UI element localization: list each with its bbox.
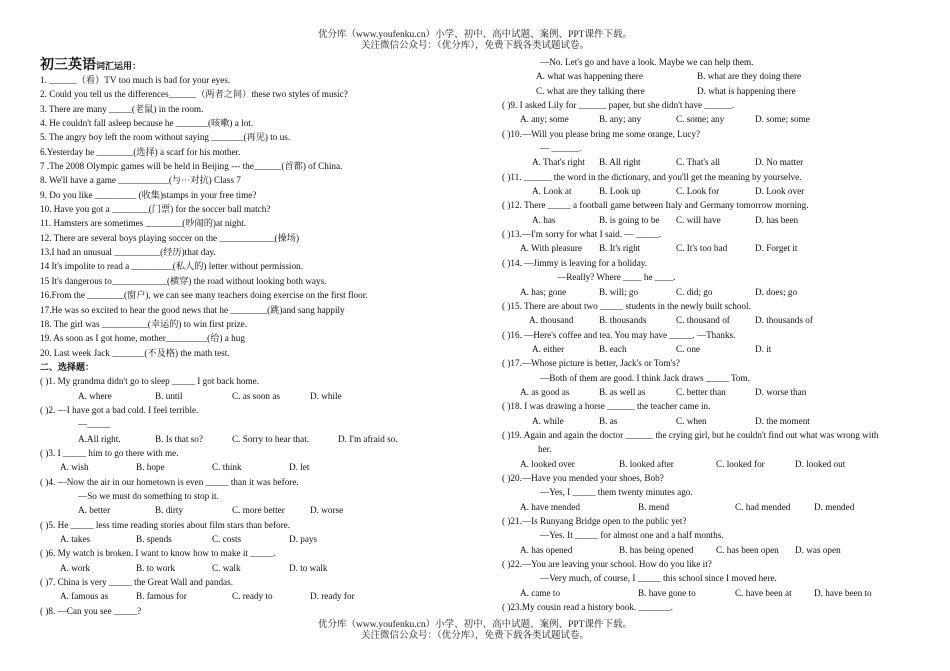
options-q10 (502, 155, 922, 169)
option-a: A. have mended (520, 501, 580, 512)
option-b: B. has being opened (619, 544, 694, 555)
question-20-reply: —Yes, I _____ them twenty minutes ago. (540, 487, 693, 498)
option-b: B. hope (136, 462, 165, 473)
option-b: B. All right (599, 157, 641, 168)
option-b: B. is going to be (599, 214, 660, 225)
question-14: ( )14. —Jimmy is leaving for a holiday. (502, 257, 648, 268)
option-b: B. Look up (599, 186, 641, 197)
option-c: C. looked for (716, 458, 765, 469)
vocab-item: 6.Yesterday he ________(选择) a scarf for his mother. (40, 146, 241, 157)
option-b: B. thousands (599, 315, 647, 326)
options-q17 (502, 385, 922, 399)
vocab-item: 17.He was so excited to hear the good news that he ________(跳)and sang happily (40, 304, 345, 315)
options-q6 (40, 561, 470, 575)
question-11: ( )11. ______ the word in the dictionary, and you'll get the meaning by yourselve. (502, 171, 802, 182)
option-a: A. has; gone (520, 286, 567, 297)
options-q4 (40, 503, 470, 517)
option-a: A. where (78, 390, 112, 401)
option-d: D. Look over (755, 186, 805, 197)
option-b: B. spends (136, 534, 172, 544)
options-q19 (502, 457, 922, 471)
options-q21 (502, 543, 922, 557)
option-b: B. famous for (136, 591, 187, 602)
question-22-reply: —Very much, of course, I _____ this school since I moved here. (540, 573, 777, 584)
option-b: B. will; go (599, 286, 639, 297)
options-q22 (502, 586, 922, 600)
vocab-item: 1. ______（看）TV too much is bad for your eyes. (40, 75, 231, 85)
question-16: ( )16. —Here's coffee and tea. You may have _____. —Thanks. (502, 329, 736, 340)
vocab-item: 4. He couldn't fall asleep because he _______(咳嗽) a lot. (40, 118, 254, 129)
option-a: A. came to (520, 587, 561, 598)
option-c: C. have been at (735, 587, 792, 598)
options-q20 (502, 500, 922, 514)
vocab-item: 18. The girl was __________(幸运的) to win first prize. (40, 318, 248, 329)
option-a: A. work (60, 562, 91, 573)
vocab-item: 2. Could you tell us the differences______（两者之间）these two styles of music? (40, 89, 348, 100)
option-a: A. famous as (60, 591, 109, 602)
options-q2 (40, 432, 470, 446)
option-b: B. It's right (599, 243, 641, 254)
option-b: B. to work (136, 562, 176, 573)
question-21-reply: —Yes. It _____ for almost one and a half months. (540, 530, 724, 541)
option-b: B. each (599, 343, 627, 354)
question-5: ( )5. He _____ less time reading stories about film stars than before. (40, 519, 291, 530)
option-b: B. as well as (599, 386, 646, 397)
options-q1 (40, 389, 470, 403)
option-d: D. was open (795, 544, 841, 555)
option-b: B. dirty (155, 505, 184, 516)
option-c: C. think (212, 462, 242, 473)
option-d: D. mended (814, 501, 855, 512)
option-a: A. With pleasure (520, 243, 582, 254)
option-b: B. any; any (599, 114, 642, 125)
option-a: A. That's right (532, 157, 585, 168)
question-19-cont: her. (538, 444, 552, 455)
header-line-1: 优分库（www.youfenku.cn）小学、初中、高中试题、案例、PPT课件下载。 (318, 30, 632, 40)
question-10: ( )10.—Will you please bring me some orange, Lucy? (502, 128, 701, 139)
header-line-2: 关注微信公众号：（优分库），免费下载各类试题试卷。 (360, 41, 589, 51)
option-d: D. I'm afraid so. (338, 433, 398, 444)
options-q8-row2 (502, 84, 922, 98)
question-15: ( )15. There are about two _____ students in the newly built school. (502, 300, 751, 311)
option-b: B. looked after (619, 458, 674, 469)
question-18: ( )18. I was drawing a horse ______ the teacher came in. (502, 401, 711, 412)
option-c: C. better than (676, 386, 726, 397)
options-q9 (502, 112, 922, 126)
question-3: ( )3. I _____ him to go there with me. (40, 447, 179, 458)
option-c: C. some; any (676, 114, 725, 125)
section-1-title (40, 55, 470, 73)
exam-title: 初三英语 (40, 56, 96, 72)
option-d: D. looked out (795, 458, 846, 469)
vocab-item: 12. There are several boys playing soccer on the ____________(操场) (40, 232, 300, 243)
option-c: C. one (676, 343, 700, 354)
footer-line-2: 关注微信公众号：（优分库），免费下载各类试题试卷。 (360, 631, 589, 641)
option-c: C. Look for (676, 186, 720, 197)
options-q18 (502, 414, 922, 428)
option-b: B. Is that so? (155, 433, 203, 444)
option-a: A. what was happening there (536, 71, 643, 82)
option-d: D. thousands of (755, 315, 813, 326)
options-q3 (40, 460, 470, 474)
options-q13 (502, 241, 922, 255)
footer-line-1: 优分库（www.youfenku.cn）小学、初中、高中试题、案例、PPT课件下载。 (318, 620, 632, 630)
option-b: B. until (155, 390, 183, 401)
question-17: ( )17.—Whose picture is better, Jack's or Tom's? (502, 358, 680, 369)
options-q5 (40, 532, 470, 546)
option-d: D. what is happening there (697, 85, 796, 96)
options-q11 (502, 184, 922, 198)
option-a: A. any; some (520, 114, 569, 125)
option-b: B. what are they doing there (697, 71, 802, 82)
question-4: ( )4. —Now the air in our hometown is even _____ than it was before. (40, 476, 299, 487)
vocab-list (40, 73, 470, 360)
option-d: D. while (310, 390, 342, 401)
option-d: D. worse (310, 505, 344, 516)
option-d: D. Forget it (755, 243, 798, 254)
options-q12 (502, 213, 922, 227)
options-q7 (40, 589, 470, 603)
option-a: A. Look at (532, 186, 572, 197)
page-header (0, 30, 950, 52)
question-6: ( )6. My watch is broken. I want to know how to make it _____. (40, 548, 276, 559)
option-d: D. No matter (755, 157, 804, 168)
section-1-heading: 词汇运用： (96, 61, 142, 71)
option-d: D. it (755, 343, 772, 354)
vocab-item: 14 It's impolite to read a _________(私人的) letter without permission. (40, 261, 303, 272)
vocab-item: 16.From the ________(窗户), we can see many teachers doing exercise on the first floor. (40, 290, 368, 301)
options-q8-row1 (502, 69, 922, 83)
option-b: B. mend (638, 501, 670, 512)
option-a: A. as good as (520, 386, 570, 397)
option-a: A. has opened (520, 544, 573, 555)
option-d: D. the moment (755, 415, 810, 426)
option-a: A.All right. (78, 433, 121, 444)
question-4-reply: —So we must do something to stop it. (78, 490, 219, 501)
option-d: D. have been to (814, 587, 872, 598)
options-q14 (502, 285, 922, 299)
question-8: ( )8. —Can you see _____? (40, 605, 142, 616)
vocab-item: 11. Hamsters are sometimes ________(吵闹的)at night. (40, 218, 247, 229)
question-17-reply: —Both of them are good. I think Jack draws _____ Tom. (540, 372, 750, 383)
option-b: B. have gone to (638, 587, 696, 598)
option-c: C. what are they talking there (536, 85, 645, 96)
option-d: D. does; go (755, 286, 798, 297)
option-c: C. when (676, 415, 707, 426)
question-20: ( )20.—Have you mended your shoes, Bob? (502, 472, 664, 483)
vocab-item: 5. The angry boy left the room without saying _______(再见) to us. (40, 132, 291, 143)
option-c: C. It's too bad (676, 243, 728, 254)
left-column (40, 55, 470, 618)
option-d: D. let (289, 462, 310, 473)
vocab-item: 3. There are many _____(老鼠) in the room. (40, 103, 204, 114)
options-q15 (502, 313, 922, 327)
option-c: C. will have (676, 214, 721, 225)
option-d: D. to walk (289, 562, 328, 573)
page-footer (0, 620, 950, 642)
option-a: A. wish (60, 462, 89, 473)
question-19: ( )19. Again and again the doctor ______ the crying girl, but he couldn't find out what was wrong with (502, 429, 879, 440)
vocab-item: 20. Last week Jack _______(不及格) the math test. (40, 347, 230, 358)
question-22: ( )22.—You are leaving your school. How do you like it? (502, 559, 712, 570)
vocab-item: 15 It's dangerous to____________(横穿) the road without looking both ways. (40, 275, 327, 286)
option-d: D. ready for (310, 591, 355, 602)
option-c: C. did; go (676, 286, 713, 297)
question-2-reply: —_____ (78, 419, 111, 430)
option-c: C. has been open (716, 544, 779, 555)
option-d: D. worse than (755, 386, 807, 397)
question-7: ( )7. China is very _____ the Great Wall and pandas. (40, 577, 233, 588)
vocab-item: 10. Have you got a ________(门票) for the soccer ball match? (40, 204, 271, 215)
right-column (502, 55, 922, 614)
option-a: A. looked over (520, 458, 575, 469)
vocab-item: 8. We'll have a game ___________(与···对抗) Class 7 (40, 175, 241, 186)
option-d: D. has been (755, 214, 799, 225)
section-2-heading: 二、选择题： (40, 361, 95, 372)
option-c: C. That's all (676, 157, 721, 168)
option-c: C. thousand of (676, 315, 730, 326)
option-d: D. pays (289, 534, 318, 544)
question-1: ( )1. My grandma didn't go to sleep _____ I got back home. (40, 376, 260, 387)
option-d: D. some; some (755, 114, 810, 125)
vocab-item: 13.I had an unusual __________(经历)that day. (40, 247, 216, 258)
option-a: A. either (532, 343, 565, 354)
option-c: C. walk (212, 562, 241, 573)
question-8-reply: —No. Let's go and have a look. Maybe we can help them. (540, 57, 754, 67)
option-a: A. better (78, 505, 111, 516)
option-c: C. costs (212, 534, 242, 544)
option-c: C. Sorry to hear that. (232, 433, 310, 444)
question-10-reply: — ______. (540, 143, 582, 154)
question-13: ( )13.—I'm sorry for what I said. — _____. (502, 229, 662, 240)
vocab-item: 7 .The 2008 Olympic games will be held in Beijing --- the______(首都) of China. (40, 161, 343, 172)
options-q16 (502, 342, 922, 356)
question-23: ( )23.My cousin read a history book. _______. (502, 602, 673, 613)
question-9: ( )9. I asked Lily for ______ paper, but she didn't have ______. (502, 100, 735, 111)
option-c: C. ready to (232, 591, 273, 602)
option-a: A. while (532, 415, 564, 426)
option-a: A. takes (60, 534, 91, 544)
vocab-item: 19. As soon as I got home, mother_________(给) a hug (40, 333, 245, 344)
vocab-item: 9. Do you like _________ (收集)stamps in your free time? (40, 189, 257, 200)
question-21: ( )21.—Is Runyang Bridge open to the public yet? (502, 516, 687, 526)
option-c: C. had mended (735, 501, 791, 512)
option-c: C. as soon as (232, 390, 280, 401)
option-a: A. has (532, 214, 556, 225)
option-c: C. more better (232, 505, 285, 516)
question-14-reply: —Really? Where ____ he ____. (557, 272, 676, 283)
question-12: ( )12. There _____ a football game between Italy and Germany tomorrow morning. (502, 200, 809, 211)
option-a: A. thousand (529, 315, 574, 326)
question-2: ( )2. —I have got a bad cold. I feel terrible. (40, 404, 199, 415)
option-b: B. as (599, 415, 618, 426)
